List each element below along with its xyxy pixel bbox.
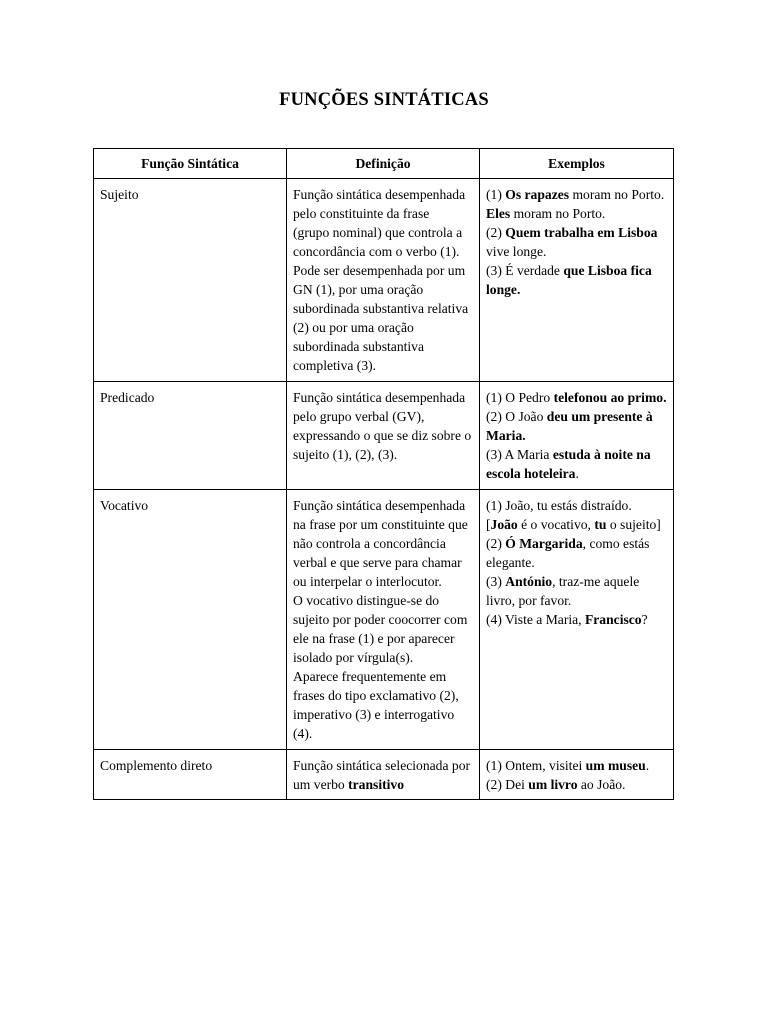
table-row	[94, 382, 674, 490]
text-segment: (3) A Maria	[486, 447, 553, 462]
function-name-cell: Vocativo	[94, 490, 287, 750]
text-segment: , como estás elegante.	[486, 536, 650, 570]
text-segment: Função sintática desempenhada pelo grupo verbal (GV), expressando o que se diz sobre o sujeito (1), (2), (3).	[293, 390, 472, 462]
example-line	[486, 496, 668, 515]
function-name-cell: Sujeito	[94, 179, 287, 382]
definition-paragraph	[293, 223, 474, 261]
example-line	[486, 515, 668, 534]
text-segment: Função sintática desempenhada pelo constituinte da frase	[293, 187, 466, 221]
bold-text-segment: deu um presente à Maria.	[486, 409, 653, 443]
function-name-cell: Complemento direto	[94, 750, 287, 800]
bold-text-segment: estuda à noite na escola hoteleira	[486, 447, 651, 481]
text-segment: (1) Ontem, visitei	[486, 758, 586, 773]
text-segment: .	[645, 758, 650, 773]
definition-paragraph	[293, 185, 474, 223]
text-segment: ao João.	[577, 777, 626, 792]
bold-text-segment: tu	[594, 517, 607, 532]
text-segment: .	[575, 466, 579, 481]
text-segment: (1)	[486, 187, 506, 202]
text-segment: O vocativo distingue-se do sujeito por poder coocorrer com ele na frase (1) e por aparecer isolado por vírgula(s).	[293, 593, 468, 665]
example-line	[486, 610, 668, 629]
example-line	[486, 534, 668, 572]
examples-cell	[480, 382, 674, 490]
examples-cell	[480, 490, 674, 750]
definition-cell	[287, 382, 480, 490]
text-segment: Pode ser desempenhada por um GN (1), por uma oração subordinada substantiva relativa (2) ou por uma oração subordinada substantiva completiva (3).	[293, 263, 469, 373]
bold-text-segment: Os rapazes	[505, 187, 570, 202]
definition-paragraph	[293, 261, 474, 375]
text-segment: Aparece frequentemente em frases do tipo exclamativo (2), imperativo (3) e interrogativo (4).	[293, 669, 459, 741]
table-body	[94, 179, 674, 800]
definition-cell	[287, 490, 480, 750]
text-segment: (2) Dei	[486, 777, 529, 792]
example-line	[486, 775, 668, 794]
definition-paragraph	[293, 667, 474, 743]
text-segment: , traz-me aquele livro, por favor.	[486, 574, 640, 608]
definition-cell	[287, 750, 480, 800]
text-segment: (3) É verdade	[486, 263, 564, 278]
text-segment: Função sintática desempenhada na frase por um constituinte que não controla a concordância verbal e que serve para chamar ou interpelar o interlocutor.	[293, 498, 468, 589]
text-segment: (2) O João	[486, 409, 547, 424]
bold-text-segment: Quem trabalha em Lisboa	[505, 225, 658, 240]
text-segment: [	[486, 517, 491, 532]
text-segment: (4) Viste a Maria,	[486, 612, 585, 627]
example-line	[486, 572, 668, 610]
text-segment: (2)	[486, 536, 506, 551]
text-segment: (1) João, tu estás distraído.	[486, 498, 632, 513]
text-segment: Função sintática selecionada por um verbo	[293, 758, 471, 792]
header-definition: Definição	[287, 149, 480, 179]
text-segment: moram no Porto.	[510, 206, 606, 221]
example-line	[486, 261, 668, 299]
definition-paragraph	[293, 756, 474, 794]
text-segment: (grupo nominal) que controla a concordância com o verbo (1).	[293, 225, 463, 259]
table-row	[94, 490, 674, 750]
text-segment: o sujeito]	[606, 517, 661, 532]
text-segment: (3)	[486, 574, 506, 589]
bold-text-segment: António	[505, 574, 553, 589]
text-segment: (1) O Pedro	[486, 390, 554, 405]
example-line	[486, 407, 668, 445]
definition-paragraph	[293, 591, 474, 667]
table-row	[94, 750, 674, 800]
header-row	[94, 149, 674, 179]
function-name-cell: Predicado	[94, 382, 287, 490]
bold-text-segment: um museu	[585, 758, 646, 773]
syntactic-functions-table	[93, 148, 674, 800]
table-row	[94, 179, 674, 382]
example-line	[486, 223, 668, 261]
bold-text-segment: João	[490, 517, 518, 532]
examples-cell	[480, 179, 674, 382]
bold-text-segment: telefonou ao primo.	[553, 390, 667, 405]
text-segment: é o vocativo,	[517, 517, 595, 532]
examples-cell	[480, 750, 674, 800]
example-line	[486, 445, 668, 483]
table-header	[94, 149, 674, 179]
definition-paragraph	[293, 388, 474, 464]
example-line	[486, 204, 668, 223]
definition-paragraph	[293, 496, 474, 591]
header-function: Função Sintática	[94, 149, 287, 179]
example-line	[486, 756, 668, 775]
header-examples: Exemplos	[480, 149, 674, 179]
bold-text-segment: Francisco	[584, 612, 642, 627]
example-line	[486, 185, 668, 204]
example-line	[486, 388, 668, 407]
bold-text-segment: que Lisboa fica longe.	[486, 263, 652, 297]
definition-cell	[287, 179, 480, 382]
text-segment: moram no Porto.	[569, 187, 665, 202]
text-segment: vive longe.	[486, 244, 547, 259]
bold-text-segment: um livro	[528, 777, 578, 792]
text-segment: (2)	[486, 225, 506, 240]
bold-text-segment: transitivo	[348, 777, 405, 792]
text-segment: ?	[641, 612, 648, 627]
bold-text-segment: Eles	[486, 206, 511, 221]
bold-text-segment: Ó Margarida	[505, 536, 583, 551]
page-title: FUNÇÕES SINTÁTICAS	[279, 90, 489, 110]
